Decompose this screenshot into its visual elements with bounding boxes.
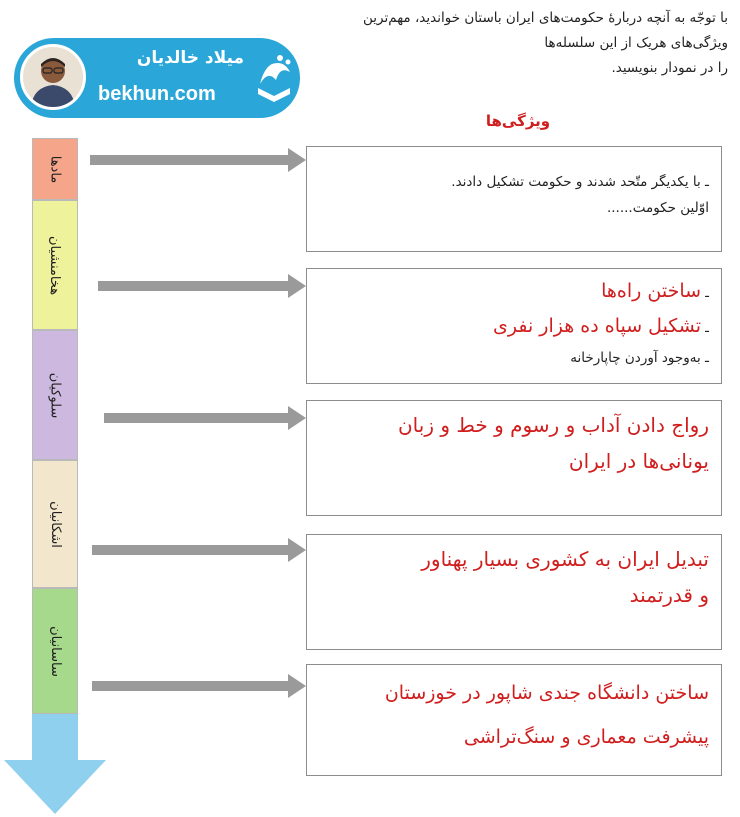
feature-text: رواج دادن آداب و رسوم و خط و زبان xyxy=(397,413,709,437)
feature-text: به‌وجود آوردن چاپارخانه xyxy=(570,350,701,366)
author-name: میلاد خالدیان xyxy=(136,48,244,68)
feature-text: پیشرفت معماری و سنگ‌تراشی xyxy=(463,726,709,748)
feature-box-parthians xyxy=(306,534,722,650)
timeline-segment-parthians xyxy=(32,460,78,588)
timeline-segment-sassanids xyxy=(32,588,78,714)
feature-text: ساختن دانشگاه جندی شاپور در خوزستان xyxy=(384,682,709,704)
feature-item: ـ به‌وجود آوردن چاپارخانه xyxy=(570,350,709,366)
feature-box-seleucids xyxy=(306,400,722,516)
feature-box-sassanids xyxy=(306,664,722,776)
connector-arrowhead-5 xyxy=(288,674,306,698)
feature-box-achaemenids xyxy=(306,268,722,384)
connector-arrow-2 xyxy=(98,281,290,291)
connector-arrow-4 xyxy=(92,545,290,555)
timeline-segment-seleucids xyxy=(32,330,78,460)
segment-label: هخامنشیان xyxy=(47,235,63,295)
segment-label: مادها xyxy=(47,155,63,183)
feature-text: تشکیل سپاه ده هزار نفری xyxy=(493,315,702,337)
person-photo-icon xyxy=(23,47,83,107)
feature-text: ساختن راه‌ها xyxy=(601,280,702,302)
avatar xyxy=(20,44,86,110)
feature-box-medes xyxy=(306,146,722,252)
segment-label: سلوکیان xyxy=(47,372,63,418)
connector-arrow-1 xyxy=(90,155,290,165)
features-heading: ویژگی‌ها xyxy=(485,112,551,130)
connector-arrowhead-2 xyxy=(288,274,306,298)
connector-arrow-3 xyxy=(104,413,290,423)
feature-item: ـ ساختن راه‌ها xyxy=(601,280,709,302)
connector-arrowhead-1 xyxy=(288,148,306,172)
dynasty-timeline xyxy=(32,138,78,714)
connector-arrowhead-4 xyxy=(288,538,306,562)
instruction-text xyxy=(308,6,728,81)
feature-text: تبدیل ایران به کشوری بسیار پهناور xyxy=(421,547,709,571)
timeline-segment-medes xyxy=(32,138,78,200)
connector-arrowhead-3 xyxy=(288,406,306,430)
instruction-line-2: را در نمودار بنویسید. xyxy=(611,60,728,76)
feature-text: ـ با یکدیگر متّحد شدند و حکومت تشکیل دادند. xyxy=(451,174,709,190)
feature-text: یونانی‌ها در ایران xyxy=(568,449,709,473)
connector-arrow-5 xyxy=(92,681,290,691)
segment-label: ساسانیان xyxy=(47,625,63,677)
instruction-line-1: با توجّه به آنچه دربارۀ حکومت‌های ایران باستان خواندید، مهم‌ترین ویژگی‌های هریک از این سلسله‌ها xyxy=(362,10,728,51)
timeline-segment-achaemenids xyxy=(32,200,78,330)
feature-text: و قدرتمند xyxy=(629,583,709,607)
site-url[interactable]: bekhun.com xyxy=(98,83,216,105)
feature-item: ـ تشکیل سپاه ده هزار نفری xyxy=(493,315,709,337)
feature-text: اوّلین حکومت...... xyxy=(606,200,709,216)
bekhun-logo-icon xyxy=(250,50,298,106)
bekhun-banner xyxy=(14,38,300,118)
timeline-arrow-icon xyxy=(4,714,106,816)
segment-label: اشکانیان xyxy=(47,500,63,548)
